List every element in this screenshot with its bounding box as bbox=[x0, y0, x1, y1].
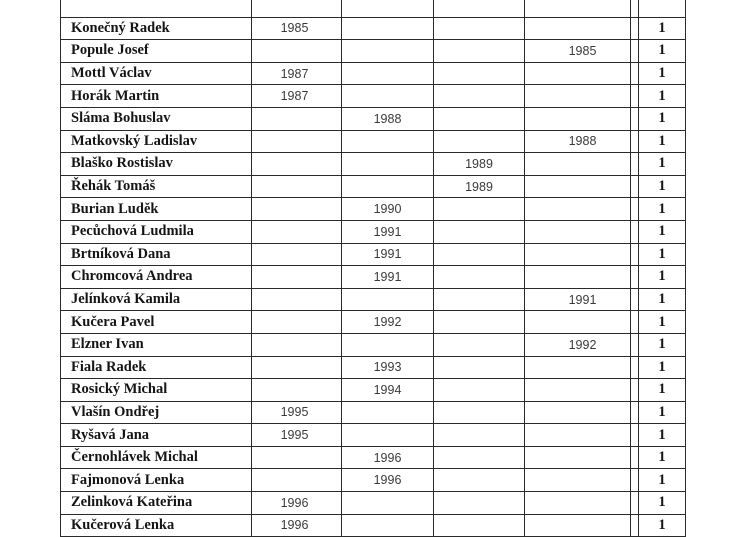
year-cell-1 bbox=[252, 401, 342, 424]
year-cell-3 bbox=[434, 266, 525, 289]
year-cell-1 bbox=[252, 130, 342, 153]
year-cell-2 bbox=[342, 107, 434, 130]
spacer-cell bbox=[631, 85, 639, 108]
year-value: 1991 bbox=[568, 292, 597, 307]
total-cell: 1 bbox=[639, 492, 686, 515]
year-cell-2 bbox=[342, 243, 434, 266]
person-name-cell: Brtníková Dana bbox=[61, 243, 252, 266]
year-cell-4 bbox=[525, 220, 631, 243]
total-cell: 1 bbox=[639, 333, 686, 356]
year-cell-4 bbox=[525, 130, 631, 153]
year-cell-4 bbox=[525, 333, 631, 356]
year-value: 1996 bbox=[373, 473, 402, 488]
year-cell-2 bbox=[342, 401, 434, 424]
year-cell-2 bbox=[342, 333, 434, 356]
spacer-cell bbox=[631, 40, 639, 63]
year-cell-1 bbox=[252, 469, 342, 492]
person-name-cell: Vlašín Ondřej bbox=[61, 401, 252, 424]
spacer-cell bbox=[631, 311, 639, 334]
table-row bbox=[61, 446, 686, 469]
year-cell-1 bbox=[252, 85, 342, 108]
year-value: 1990 bbox=[373, 202, 402, 217]
year-cell-2 bbox=[342, 198, 434, 221]
year-value: 1991 bbox=[373, 269, 402, 284]
year-cell-3 bbox=[434, 130, 525, 153]
total-cell: 1 bbox=[639, 62, 686, 85]
table-row bbox=[61, 175, 686, 198]
table-row bbox=[61, 333, 686, 356]
person-name-cell: Chromcová Andrea bbox=[61, 266, 252, 289]
year-cell-4 bbox=[525, 266, 631, 289]
year-cell-4 bbox=[525, 0, 631, 17]
spacer-cell bbox=[631, 514, 639, 537]
spacer-cell bbox=[631, 379, 639, 402]
year-cell-2 bbox=[342, 379, 434, 402]
spacer-cell bbox=[631, 130, 639, 153]
total-cell: 1 bbox=[639, 424, 686, 447]
year-cell-3 bbox=[434, 62, 525, 85]
year-cell-3 bbox=[434, 356, 525, 379]
year-cell-2 bbox=[342, 469, 434, 492]
year-value: 1987 bbox=[280, 89, 309, 104]
year-cell-3 bbox=[434, 153, 525, 176]
year-cell-4 bbox=[525, 401, 631, 424]
year-cell-3 bbox=[434, 220, 525, 243]
total-cell bbox=[639, 0, 686, 17]
person-name-cell: Matkovský Ladislav bbox=[61, 130, 252, 153]
year-cell-1 bbox=[252, 424, 342, 447]
total-cell: 1 bbox=[639, 446, 686, 469]
year-value: 1989 bbox=[465, 156, 493, 171]
year-cell-3 bbox=[434, 175, 525, 198]
roster-table-body bbox=[61, 0, 686, 537]
total-cell: 1 bbox=[639, 130, 686, 153]
table-row bbox=[61, 17, 686, 40]
table-row bbox=[61, 198, 686, 221]
year-cell-4 bbox=[525, 288, 631, 311]
year-cell-2 bbox=[342, 0, 434, 17]
year-cell-1 bbox=[252, 62, 342, 85]
year-cell-1 bbox=[252, 17, 342, 40]
total-cell: 1 bbox=[639, 153, 686, 176]
person-name-cell: Černohlávek Michal bbox=[61, 446, 252, 469]
total-cell: 1 bbox=[639, 311, 686, 334]
table-row bbox=[61, 85, 686, 108]
year-cell-2 bbox=[342, 446, 434, 469]
person-name-cell: Elzner Ivan bbox=[61, 333, 252, 356]
year-value: 1994 bbox=[373, 382, 402, 397]
year-cell-4 bbox=[525, 424, 631, 447]
year-cell-2 bbox=[342, 17, 434, 40]
year-value: 1992 bbox=[568, 337, 597, 352]
year-cell-3 bbox=[434, 469, 525, 492]
year-cell-2 bbox=[342, 424, 434, 447]
year-cell-4 bbox=[525, 492, 631, 515]
year-value: 1996 bbox=[373, 450, 402, 465]
year-cell-4 bbox=[525, 107, 631, 130]
table-row bbox=[61, 266, 686, 289]
total-cell: 1 bbox=[639, 198, 686, 221]
year-cell-2 bbox=[342, 85, 434, 108]
spacer-cell bbox=[631, 333, 639, 356]
total-cell: 1 bbox=[639, 288, 686, 311]
year-cell-3 bbox=[434, 107, 525, 130]
year-cell-2 bbox=[342, 311, 434, 334]
year-value: 1996 bbox=[280, 495, 309, 510]
year-value: 1992 bbox=[373, 315, 402, 330]
year-cell-4 bbox=[525, 311, 631, 334]
person-name-cell: Kučera Pavel bbox=[61, 311, 252, 334]
person-name-cell: Blaško Rostislav bbox=[61, 153, 252, 176]
year-value: 1985 bbox=[280, 21, 309, 36]
year-value: 1995 bbox=[280, 405, 309, 420]
year-cell-4 bbox=[525, 175, 631, 198]
table-row bbox=[61, 401, 686, 424]
year-cell-1 bbox=[252, 0, 342, 17]
year-cell-3 bbox=[434, 243, 525, 266]
year-value: 1988 bbox=[373, 111, 402, 126]
table-row bbox=[61, 0, 686, 17]
year-value: 1988 bbox=[568, 134, 597, 149]
year-cell-4 bbox=[525, 198, 631, 221]
year-cell-3 bbox=[434, 17, 525, 40]
spacer-cell bbox=[631, 243, 639, 266]
person-name-cell: Řehák Tomáš bbox=[61, 175, 252, 198]
year-value: 1995 bbox=[280, 428, 309, 443]
total-cell: 1 bbox=[639, 469, 686, 492]
year-cell-1 bbox=[252, 311, 342, 334]
year-cell-1 bbox=[252, 243, 342, 266]
person-name-cell: Zelinková Kateřina bbox=[61, 492, 252, 515]
year-cell-4 bbox=[525, 62, 631, 85]
spacer-cell bbox=[631, 107, 639, 130]
table-row bbox=[61, 311, 686, 334]
year-cell-2 bbox=[342, 356, 434, 379]
total-cell: 1 bbox=[639, 107, 686, 130]
total-cell: 1 bbox=[639, 220, 686, 243]
year-cell-1 bbox=[252, 446, 342, 469]
spacer-cell bbox=[631, 153, 639, 176]
year-cell-4 bbox=[525, 469, 631, 492]
total-cell: 1 bbox=[639, 514, 686, 537]
spacer-cell bbox=[631, 62, 639, 85]
year-cell-2 bbox=[342, 175, 434, 198]
spacer-cell bbox=[631, 175, 639, 198]
year-value: 1989 bbox=[465, 179, 493, 194]
year-cell-4 bbox=[525, 40, 631, 63]
table-row bbox=[61, 243, 686, 266]
person-name-cell: Konečný Radek bbox=[61, 17, 252, 40]
table-row bbox=[61, 356, 686, 379]
spacer-cell bbox=[631, 198, 639, 221]
total-cell: 1 bbox=[639, 266, 686, 289]
year-cell-1 bbox=[252, 356, 342, 379]
total-cell: 1 bbox=[639, 356, 686, 379]
total-cell: 1 bbox=[639, 401, 686, 424]
year-cell-2 bbox=[342, 288, 434, 311]
year-cell-4 bbox=[525, 17, 631, 40]
year-value: 1987 bbox=[280, 66, 309, 81]
year-cell-1 bbox=[252, 107, 342, 130]
year-value: 1991 bbox=[373, 247, 402, 262]
year-value: 1993 bbox=[373, 360, 402, 375]
total-cell: 1 bbox=[639, 17, 686, 40]
person-name-cell: Fajmonová Lenka bbox=[61, 469, 252, 492]
year-cell-2 bbox=[342, 492, 434, 515]
spacer-cell bbox=[631, 17, 639, 40]
total-cell: 1 bbox=[639, 40, 686, 63]
year-cell-4 bbox=[525, 514, 631, 537]
roster-table bbox=[60, 0, 686, 537]
year-cell-3 bbox=[434, 514, 525, 537]
year-cell-4 bbox=[525, 446, 631, 469]
year-cell-2 bbox=[342, 153, 434, 176]
year-cell-3 bbox=[434, 0, 525, 17]
year-cell-1 bbox=[252, 175, 342, 198]
person-name-cell bbox=[61, 0, 252, 17]
year-cell-3 bbox=[434, 446, 525, 469]
year-cell-1 bbox=[252, 40, 342, 63]
year-cell-1 bbox=[252, 492, 342, 515]
person-name-cell: Horák Martin bbox=[61, 85, 252, 108]
year-cell-1 bbox=[252, 379, 342, 402]
year-cell-3 bbox=[434, 40, 525, 63]
table-row bbox=[61, 514, 686, 537]
year-cell-3 bbox=[434, 85, 525, 108]
year-cell-4 bbox=[525, 356, 631, 379]
total-cell: 1 bbox=[639, 379, 686, 402]
year-value: 1985 bbox=[568, 43, 597, 58]
year-cell-1 bbox=[252, 153, 342, 176]
person-name-cell: Ryšavá Jana bbox=[61, 424, 252, 447]
total-cell: 1 bbox=[639, 175, 686, 198]
spacer-cell bbox=[631, 401, 639, 424]
year-cell-1 bbox=[252, 220, 342, 243]
person-name-cell: Kučerová Lenka bbox=[61, 514, 252, 537]
table-row bbox=[61, 424, 686, 447]
year-cell-3 bbox=[434, 401, 525, 424]
spacer-cell bbox=[631, 0, 639, 17]
total-cell: 1 bbox=[639, 243, 686, 266]
spacer-cell bbox=[631, 266, 639, 289]
year-cell-4 bbox=[525, 243, 631, 266]
year-cell-3 bbox=[434, 333, 525, 356]
year-cell-3 bbox=[434, 379, 525, 402]
year-cell-3 bbox=[434, 492, 525, 515]
year-cell-1 bbox=[252, 288, 342, 311]
year-cell-3 bbox=[434, 311, 525, 334]
year-cell-1 bbox=[252, 266, 342, 289]
spacer-cell bbox=[631, 446, 639, 469]
year-cell-2 bbox=[342, 130, 434, 153]
person-name-cell: Rosický Michal bbox=[61, 379, 252, 402]
table-row bbox=[61, 288, 686, 311]
table-row bbox=[61, 62, 686, 85]
person-name-cell: Jelínková Kamila bbox=[61, 288, 252, 311]
spacer-cell bbox=[631, 288, 639, 311]
table-row bbox=[61, 492, 686, 515]
year-cell-4 bbox=[525, 379, 631, 402]
person-name-cell: Popule Josef bbox=[61, 40, 252, 63]
year-cell-2 bbox=[342, 40, 434, 63]
table-row bbox=[61, 379, 686, 402]
person-name-cell: Sláma Bohuslav bbox=[61, 107, 252, 130]
year-cell-3 bbox=[434, 424, 525, 447]
year-value: 1991 bbox=[373, 224, 402, 239]
table-row bbox=[61, 220, 686, 243]
year-value: 1996 bbox=[280, 518, 309, 533]
year-cell-4 bbox=[525, 153, 631, 176]
table-row bbox=[61, 40, 686, 63]
spacer-cell bbox=[631, 424, 639, 447]
year-cell-2 bbox=[342, 266, 434, 289]
table-row bbox=[61, 153, 686, 176]
total-cell: 1 bbox=[639, 85, 686, 108]
spacer-cell bbox=[631, 492, 639, 515]
spacer-cell bbox=[631, 469, 639, 492]
year-cell-1 bbox=[252, 333, 342, 356]
year-cell-2 bbox=[342, 514, 434, 537]
year-cell-1 bbox=[252, 198, 342, 221]
year-cell-1 bbox=[252, 514, 342, 537]
person-name-cell: Mottl Václav bbox=[61, 62, 252, 85]
table-row bbox=[61, 130, 686, 153]
person-name-cell: Burian Luděk bbox=[61, 198, 252, 221]
year-cell-4 bbox=[525, 85, 631, 108]
year-cell-2 bbox=[342, 62, 434, 85]
person-name-cell: Pecůchová Ludmila bbox=[61, 220, 252, 243]
year-cell-3 bbox=[434, 198, 525, 221]
year-cell-3 bbox=[434, 288, 525, 311]
spacer-cell bbox=[631, 356, 639, 379]
table-row bbox=[61, 469, 686, 492]
year-cell-2 bbox=[342, 220, 434, 243]
person-name-cell: Fiala Radek bbox=[61, 356, 252, 379]
spacer-cell bbox=[631, 220, 639, 243]
table-row bbox=[61, 107, 686, 130]
